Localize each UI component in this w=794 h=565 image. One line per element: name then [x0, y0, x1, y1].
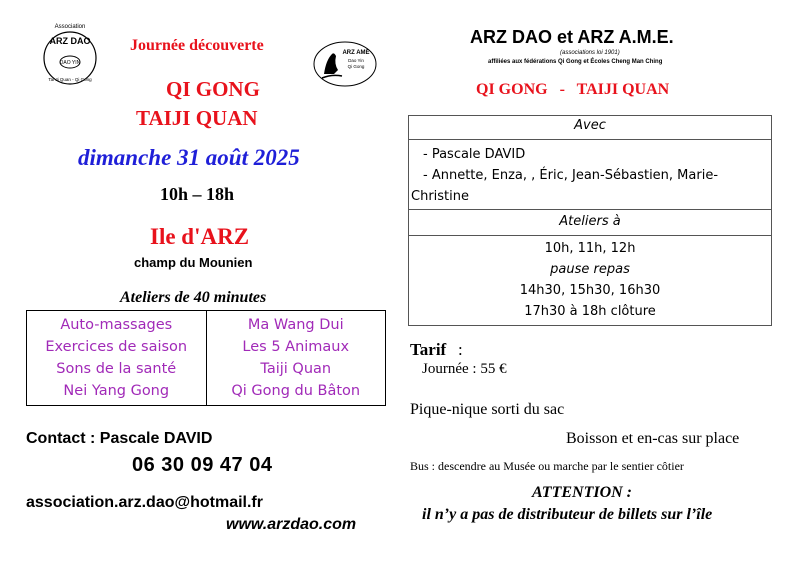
svg-text:Dao Yin: Dao Yin — [348, 58, 364, 63]
column-divider — [394, 0, 395, 565]
tarif-label: Tarif — [410, 340, 447, 359]
workshops-column-left — [27, 311, 206, 405]
workshop-times-header: Ateliers à — [559, 214, 621, 229]
arz-ame-logo — [312, 40, 378, 88]
workshop-item: Exercices de saison — [45, 339, 188, 355]
association-legal-status: (associations loi 1901) — [560, 50, 620, 56]
svg-text:Qi Gong: Qi Gong — [347, 64, 365, 69]
workshop-item: Les 5 Animaux — [242, 339, 350, 355]
teacher-line: - Pascale DAVID — [423, 147, 526, 162]
contact-email-link[interactable]: association.arz.dao@hotmail.fr — [26, 494, 263, 511]
qigong-title: QI GONG — [166, 77, 260, 101]
discovery-day-label: Journée découverte — [130, 37, 264, 54]
bus-note: Bus : descendre au Musée ou marche par le sentier côtier — [410, 459, 684, 473]
workshop-times: 10h, 11h, 12h — [544, 241, 636, 256]
teacher-line-continued: Christine — [411, 189, 469, 204]
teachers-header: Avec — [574, 118, 606, 133]
contact-phone[interactable]: 06 30 09 47 04 — [132, 454, 273, 476]
tarif-colon: : — [458, 340, 463, 359]
table-divider — [409, 139, 771, 140]
workshop-item: Nei Yang Gong — [63, 383, 170, 399]
attention-heading: ATTENTION : — [532, 484, 632, 501]
lunch-break: pause repas — [550, 262, 630, 277]
event-venue: champ du Mounien — [134, 255, 253, 270]
workshop-item: Sons de la santé — [56, 361, 177, 377]
svg-text:Association: Association — [54, 24, 86, 30]
svg-text:DAO YIN: DAO YIN — [59, 60, 81, 66]
svg-text:ARZ AME: ARZ AME — [342, 50, 370, 56]
workshop-times: 17h30 à 18h clôture — [524, 304, 656, 319]
svg-text:Tai Ji Quan - Qi Gong: Tai Ji Quan - Qi Gong — [48, 77, 92, 82]
workshop-item: Qi Gong du Bâton — [231, 383, 361, 399]
event-location: Ile d'ARZ — [150, 224, 250, 249]
taiji-quan-title: TAIJI QUAN — [136, 106, 258, 130]
association-names: ARZ DAO et ARZ A.M.E. — [470, 27, 674, 47]
workshops-title: Ateliers de 40 minutes — [120, 289, 267, 306]
picnic-note: Pique-nique sorti du sac — [410, 401, 565, 418]
table-divider — [409, 209, 771, 210]
svg-text:ARZ DAO: ARZ DAO — [49, 36, 91, 46]
drinks-note: Boisson et en-cas sur place — [566, 430, 740, 447]
info-table — [408, 115, 772, 326]
table-divider — [409, 235, 771, 236]
workshops-column-right — [206, 311, 386, 405]
disciplines-header: QI GONG - TAIJI QUAN — [476, 81, 670, 98]
event-date: dimanche 31 août 2025 — [78, 145, 300, 170]
website-link[interactable]: www.arzdao.com — [226, 516, 357, 533]
workshop-item: Ma Wang Dui — [247, 317, 344, 333]
no-atm-warning: il n’y a pas de distributeur de billets sur l’île — [422, 506, 713, 523]
arz-dao-logo — [34, 20, 106, 88]
affiliation-note: affiliées aux fédérations Qi Gong et Écoles Cheng Man Ching — [488, 59, 663, 65]
event-hours: 10h – 18h — [160, 184, 235, 204]
tarif-price: Journée : 55 € — [422, 361, 507, 377]
contact-name: Contact : Pascale DAVID — [26, 430, 213, 447]
workshop-times: 14h30, 15h30, 16h30 — [519, 283, 661, 298]
workshop-item: Taiji Quan — [260, 361, 332, 377]
workshops-grid — [26, 310, 386, 406]
teacher-line: - Annette, Enza, , Éric, Jean-Sébastien, Marie- — [423, 168, 719, 183]
workshop-item: Auto-massages — [60, 317, 173, 333]
